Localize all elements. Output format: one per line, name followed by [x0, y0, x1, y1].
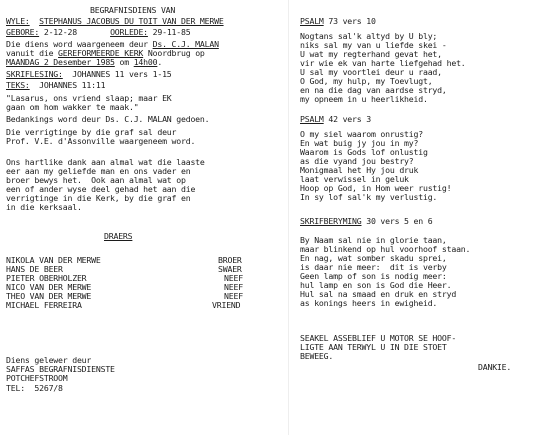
pallbearer-name: THEO VAN DER MERWE [6, 291, 92, 301]
pallbearer-name: PIETER OBERHOLZER [6, 273, 87, 283]
hymn-line: In sy lof sal'k my verlustig. [300, 192, 438, 202]
birth-date: 2-12-28 [39, 27, 77, 37]
hymn-line: Geen lamp of son is nodig meer: [300, 271, 447, 281]
service-text: . [157, 57, 163, 67]
thanks-text: Ons hartlike dank aan almal wat die laaste [6, 157, 205, 167]
thanks-text: broer bewys het. Ook aan almal wat op [6, 175, 186, 185]
hymn-line: as die vyand jou bestry? [300, 156, 414, 166]
hymn-line: my opneem in u heerlikheid. [300, 94, 428, 104]
hymn-line: Hoop op God, in Hom weer rustig! [300, 183, 452, 193]
death-date: 29-11-85 [147, 27, 191, 37]
pallbearer-relation: NEEF [224, 282, 243, 292]
undertaker-city: POTCHEFSTROOM [6, 373, 68, 383]
pallbearer-name: NIKOLA VAN DER MERWE [6, 255, 101, 265]
pallbearer-name: HANS DE BEER [6, 264, 63, 274]
hymn-line: niks sal my van u liefde skei - [300, 40, 447, 50]
hymn-line: Monigmaal het Hy jou druk [300, 165, 419, 175]
psalm73-heading [300, 16, 376, 26]
service-time: 14h00 [133, 57, 158, 67]
undertaker-phone: TEL: 5267/8 [6, 383, 63, 393]
thanks-text: in die kerksaal. [6, 202, 82, 212]
hymn-line: maar blinkend op hul voorhoof staan. [300, 244, 471, 254]
gebore-label: GEBORE: [6, 27, 40, 37]
psalm-ref: 73 vers 10 [323, 16, 376, 26]
oorlede-label: OORLEDE: [110, 27, 148, 37]
church-name: GEREFORMEERDE KERK [58, 48, 144, 58]
hymn-line: as konings heers in ewigheid. [300, 298, 438, 308]
skrifberyming-heading [300, 216, 432, 226]
dates-line [6, 27, 190, 37]
dankie-text: DANKIE. [478, 362, 512, 372]
deceased-line [6, 16, 224, 26]
pallbearer-name: MICHAEL FERREIRA [6, 300, 82, 310]
skrifberyming-ref: 30 vers 5 en 6 [361, 216, 433, 226]
hymn-line: hul lamp en son is God die Heer. [300, 280, 452, 290]
thanks-text: eer aan my geliefde man en ons vader en [6, 166, 191, 176]
graveside-text: Prof. V.E. d'Assonville waargeneem word. [6, 136, 196, 146]
hymn-line: Nogtans sal'k altyd by U bly; [300, 31, 438, 41]
skriflesing-text: JOHANNES 11 vers 1-15 [62, 69, 172, 79]
thanks-text: een of ander wyse deel gehad het aan die [6, 184, 196, 194]
service-text: Die diens word waargeneem deur [6, 39, 153, 49]
draers-title: DRAERS [104, 231, 133, 241]
hymn-line: By Naam sal nie in glorie taan, [300, 235, 447, 245]
headlights-notice: BEWEEG. [300, 351, 334, 361]
wyle-label: WYLE: [6, 16, 30, 26]
undertaker-line: Diens gelewer deur [6, 355, 92, 365]
skrifberyming-label: SKRIFBERYMING [300, 216, 362, 226]
quote-line: "Lasarus, ons vriend slaap; maar EK [6, 93, 172, 103]
teks-line [6, 80, 105, 90]
psalm-ref: 42 vers 3 [323, 114, 371, 124]
psalm-label: PSALM [300, 114, 324, 124]
bedanking-text: Bedankings word deur Ds. C.J. MALAN gedoen. [6, 114, 210, 124]
pallbearer-relation: SWAER [218, 264, 242, 274]
hymn-line: Waarom is Gods lof onlustig [300, 147, 428, 157]
hymn-line: En wat buig jy jou in my? [300, 138, 419, 148]
service-date: MAANDAG 2 Desember 1985 [6, 57, 115, 67]
hymn-line: laat verwissel in geluk [300, 174, 409, 184]
teks-text: JOHANNES 11:11 [29, 80, 106, 90]
deceased-name: STEPHANUS JACOBUS DU TOIT VAN DER MERWE [39, 16, 224, 26]
service-text: Noordbrug op [143, 48, 205, 58]
hymn-line: O God, my hulp, my Toevlugt, [300, 76, 433, 86]
hymn-line: is daar nie meer: dit is verby [300, 262, 447, 272]
thanks-text: verrigtinge in die Kerk, by die graf en [6, 193, 191, 203]
service-text: vanuit die [6, 48, 59, 58]
undertaker-name: SAFFAS BEGRAFNISDIENSTE [6, 364, 115, 374]
teks-label: TEKS: [6, 80, 30, 90]
pallbearer-name: NICO VAN DER MERWE [6, 282, 92, 292]
headlights-notice: SEAKEL ASSEBLIEF U MOTOR SE HOOF- [300, 333, 457, 343]
skriflesing-line [6, 69, 172, 79]
pallbearer-relation: NEEF [224, 273, 243, 283]
pallbearer-relation: VRIEND [212, 300, 241, 310]
service-text: om [114, 57, 134, 67]
hymn-line: Hul sal na smaad en druk en stryd [300, 289, 457, 299]
hymn-line: U sal my voortlei deur u raad, [300, 67, 442, 77]
pallbearer-relation: NEEF [224, 291, 243, 301]
programme-header: BEGRAFNISDIENS VAN [90, 5, 176, 15]
minister-name: Ds. C.J. MALAN [152, 39, 219, 49]
hymn-line: U wat my regterhand gevat het, [300, 49, 442, 59]
hymn-line: en na die dag van aardse stryd, [300, 85, 447, 95]
skriflesing-label: SKRIFLESING: [6, 69, 63, 79]
psalm-label: PSALM [300, 16, 324, 26]
graveside-text: Die verrigtinge by die graf sal deur [6, 127, 177, 137]
fold-line [288, 0, 289, 435]
quote-line: gaan om hom wakker te maak." [6, 102, 139, 112]
pallbearer-relation: BROER [218, 255, 242, 265]
headlights-notice: LIGTE AAN TERWYL U IN DIE STOET [300, 342, 447, 352]
service-line-3 [6, 57, 162, 67]
hymn-line: En nag, wat somber skadu sprei, [300, 253, 447, 263]
hymn-line: O my siel waarom onrustig? [300, 129, 423, 139]
psalm42-heading [300, 114, 371, 124]
hymn-line: vir wie ek van harte liefgehad het. [300, 58, 466, 68]
